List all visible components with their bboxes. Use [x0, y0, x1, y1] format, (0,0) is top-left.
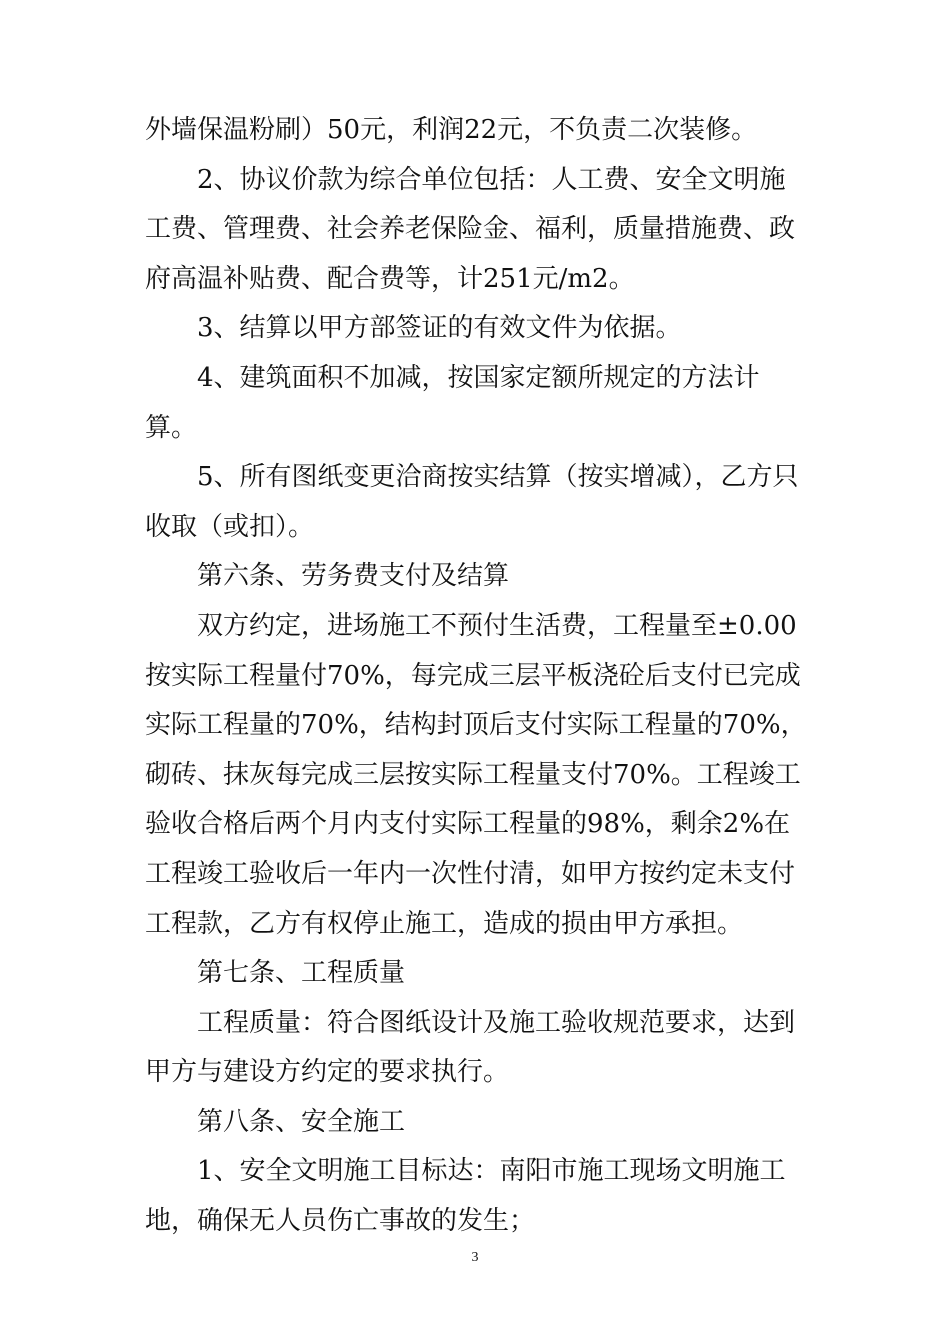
- section-heading-article-6: 第六条、劳务费支付及结算: [197, 561, 510, 592]
- section-heading-article-7: 第七条、工程质量: [197, 958, 406, 989]
- paragraph-safety-goal: 1、安全文明施工目标达：南阳市施工现场文明施工地，确保无人员伤亡事故的发生；: [145, 1156, 786, 1237]
- document-body: [145, 106, 810, 1247]
- paragraph-1: 外墙保温粉刷）50元，利润22元，不负责二次装修。: [145, 115, 758, 145]
- paragraph-2: 2、协议价款为综合单位包括：人工费、安全文明施工费、管理费、社会养老保险金、福利，质量措施费、政府高温补贴费、配合费等，计251元/m2。: [145, 164, 796, 294]
- paragraph-payment-terms: 双方约定，进场施工不预付生活费，工程量至±0.00按实际工程量付70%，每完成三层平板浇砼后支付已完成实际工程量的70%，结构封顶后支付实际工程量的70%，砌砖、抹灰每完成三层按实际工程量支付70%。工程竣工验收合格后两个月内支付实际工程量的98%，剩余2%在工程竣工验收后一年内一次性付清，如甲方按约定未支付工程款，乙方有权停止施工，造成的损由甲方承担。: [145, 610, 807, 939]
- paragraph-5: 5、所有图纸变更洽商按实结算（按实增减），乙方只收取（或扣）。: [145, 462, 799, 542]
- paragraph-quality-terms: 工程质量：符合图纸设计及施工验收规范要求，达到甲方与建设方约定的要求执行。: [145, 1007, 796, 1088]
- section-heading-article-8: 第八条、安全施工: [197, 1106, 406, 1137]
- page-number: 3: [471, 1250, 479, 1265]
- paragraph-3: 3、结算以甲方部签证的有效文件为依据。: [197, 313, 682, 344]
- paragraph-4: 4、建筑面积不加减，按国家定额所规定的方法计算。: [145, 362, 760, 443]
